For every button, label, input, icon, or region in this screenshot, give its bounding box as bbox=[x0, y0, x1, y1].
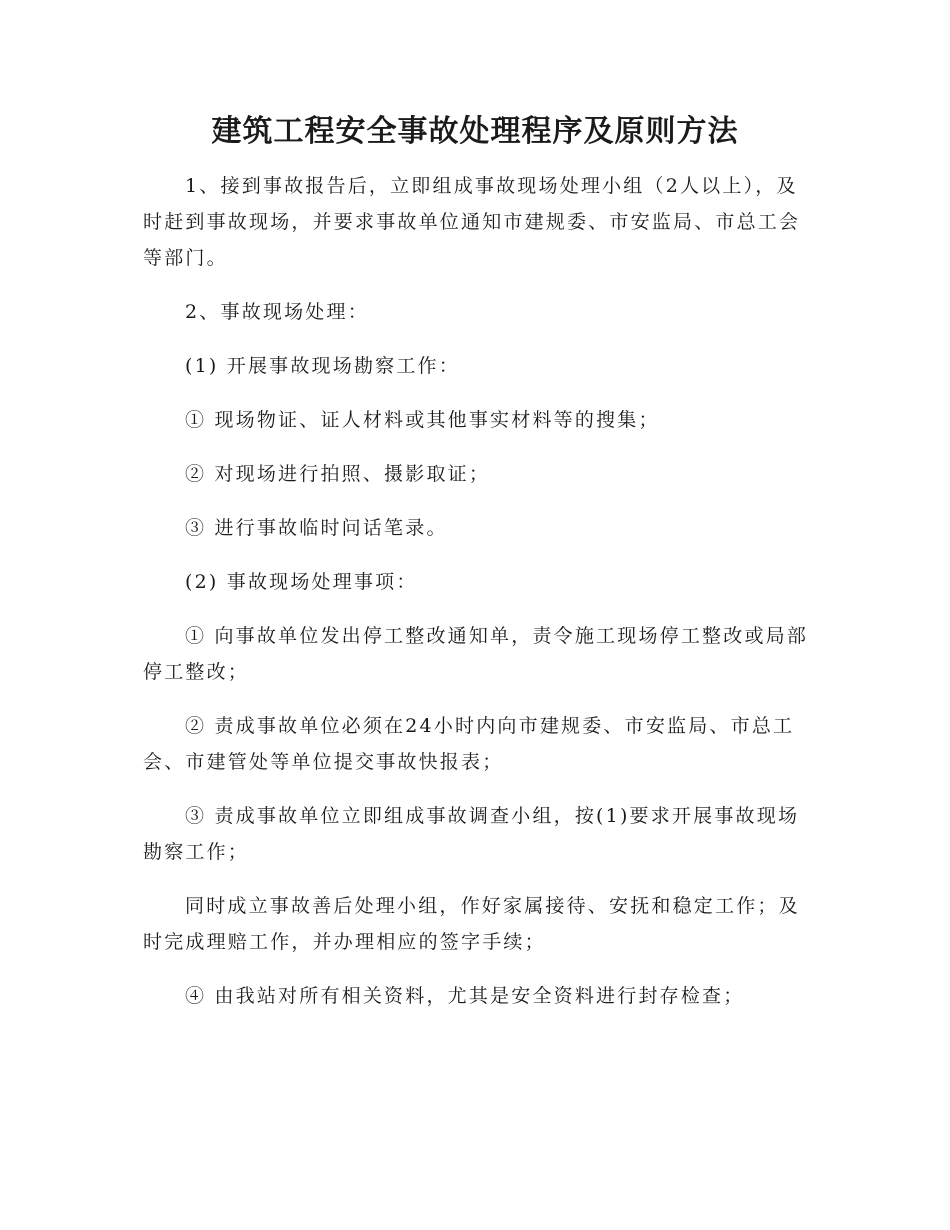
paragraph-9: ② 责成事故单位必须在24小时内向市建规委、市安监局、市总工会、市建管处等单位提交事故快报表； bbox=[143, 715, 795, 773]
paragraph-5: ② 对现场进行拍照、摄影取证； bbox=[185, 463, 491, 485]
paragraph-2: 2、事故现场处理： bbox=[185, 301, 369, 323]
paragraph-3: (1) 开展事故现场勘察工作： bbox=[185, 355, 460, 377]
document-body bbox=[143, 168, 813, 1032]
paragraph-6: ③ 进行事故临时问话笔录。 bbox=[185, 517, 448, 539]
paragraph-10: ③ 责成事故单位立即组成事故调查小组，按(1)要求开展事故现场勘察工作； bbox=[143, 805, 800, 863]
paragraph-11: 同时成立事故善后处理小组，作好家属接待、安抚和稳定工作；及时完成理赔工作，并办理相应的签字手续； bbox=[143, 895, 800, 953]
paragraph-7: (2) 事故现场处理事项： bbox=[185, 571, 418, 593]
paragraph-4: ① 现场物证、证人材料或其他事实材料等的搜集； bbox=[185, 409, 660, 431]
paragraph-12: ④ 由我站对所有相关资料，尤其是安全资料进行封存检查； bbox=[185, 985, 745, 1007]
document-title: 建筑工程安全事故处理程序及原则方法 bbox=[211, 114, 739, 149]
paragraph-1: 1、接到事故报告后，立即组成事故现场处理小组（2人以上），及时赶到事故现场，并要求事故单位通知市建规委、市安监局、市总工会等部门。 bbox=[143, 175, 801, 269]
paragraph-8: ① 向事故单位发出停工整改通知单，责令施工现场停工整改或局部停工整改； bbox=[143, 625, 809, 683]
